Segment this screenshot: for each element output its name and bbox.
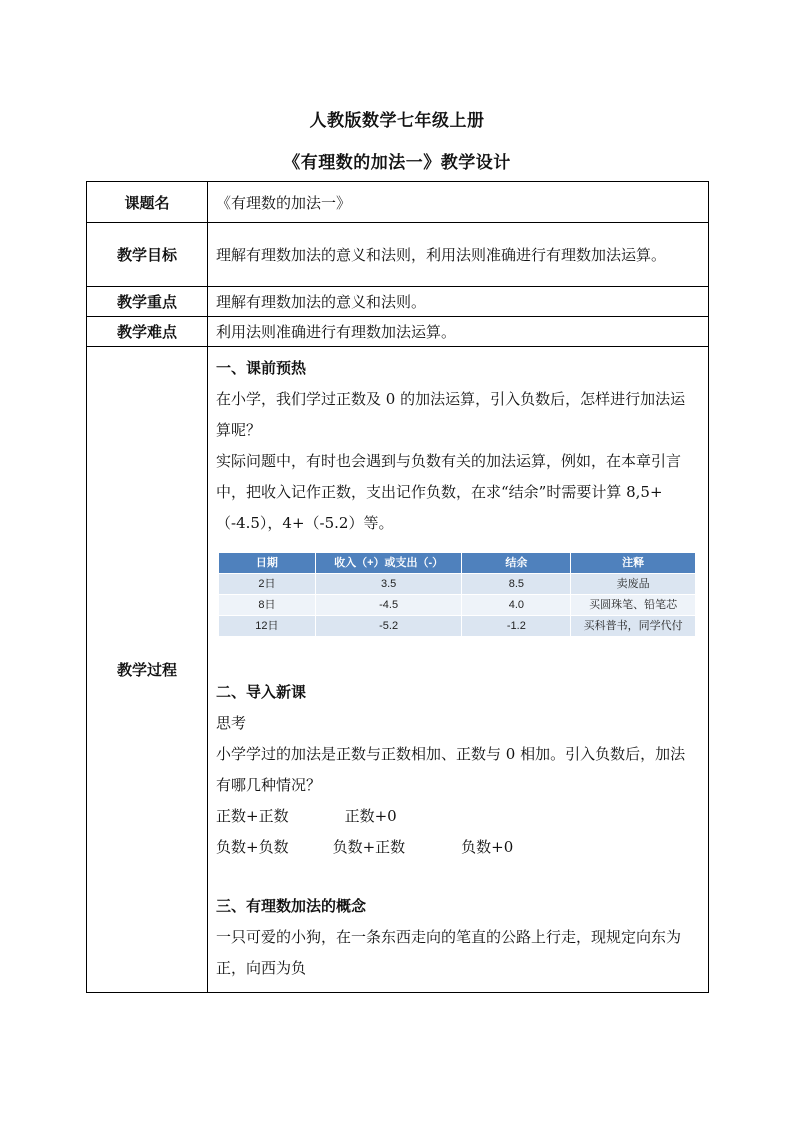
label-difficulty: 教学难点 bbox=[87, 317, 208, 347]
ledger-cell: -4.5 bbox=[315, 595, 462, 616]
ledger-cell: 4.0 bbox=[462, 595, 571, 616]
concept-paragraph: 一只可爱的小狗，在一条东西走向的笔直的公路上行走，现规定向东为正，向西为负 bbox=[216, 928, 682, 977]
case-neg-zero: 负数+0 bbox=[461, 838, 514, 856]
row-topic bbox=[87, 182, 709, 223]
case-pos-zero: 正数+0 bbox=[344, 807, 397, 825]
document-title: 人教版数学七年级上册 bbox=[309, 111, 485, 131]
value-difficulty: 利用法则准确进行有理数加法运算。 bbox=[208, 317, 709, 347]
value-topic: 《有理数的加法一》 bbox=[208, 182, 709, 223]
label-topic: 课题名 bbox=[87, 182, 208, 223]
warmup-paragraph-1: 在小学，我们学过正数及 0 的加法运算，引入负数后，怎样进行加法运算呢？ bbox=[216, 390, 686, 439]
label-process: 教学过程 bbox=[87, 347, 208, 993]
warmup-paragraph-2: 实际问题中，有时也会遇到与负数有关的加法运算，例如，在本章引言中，把收入记作正数，支出记作负数，在求“结余”时需要计算 8,5+（-4.5），4+（-5.2）等。 bbox=[216, 452, 682, 532]
think-label: 思考 bbox=[216, 714, 247, 732]
section-warmup-heading: 一、课前预热 bbox=[216, 359, 307, 377]
case-neg-pos: 负数+正数 bbox=[332, 838, 406, 856]
ledger-header-date: 日期 bbox=[219, 553, 316, 574]
spacer bbox=[216, 863, 700, 891]
ledger-cell: 8.5 bbox=[462, 574, 571, 595]
ledger-cell: 8日 bbox=[219, 595, 316, 616]
row-process bbox=[87, 347, 709, 993]
label-key: 教学重点 bbox=[87, 287, 208, 317]
cases-line-2 bbox=[216, 832, 700, 863]
ledger-header-balance: 结余 bbox=[462, 553, 571, 574]
spacer bbox=[216, 649, 700, 677]
row-difficulty bbox=[87, 317, 709, 347]
process-content bbox=[208, 347, 709, 993]
label-goal: 教学目标 bbox=[87, 223, 208, 287]
lesson-plan-table bbox=[86, 181, 709, 993]
row-goal bbox=[87, 223, 709, 287]
ledger-cell: 买科普书，同学代付 bbox=[571, 616, 696, 637]
ledger-cell: 3.5 bbox=[315, 574, 462, 595]
ledger-row bbox=[219, 595, 696, 616]
case-pos-pos: 正数+正数 bbox=[216, 807, 289, 825]
section-concept-heading: 三、有理数加法的概念 bbox=[216, 897, 367, 915]
intro-paragraph: 小学学过的加法是正数与正数相加、正数与 0 相加。引入负数后，加法有哪几种情况？ bbox=[216, 745, 686, 794]
ledger-header-amount: 收入（+）或支出（-） bbox=[315, 553, 462, 574]
ledger-cell: 2日 bbox=[219, 574, 316, 595]
document-subtitle: 《有理数的加法一》教学设计 bbox=[283, 153, 511, 173]
ledger-row bbox=[219, 574, 696, 595]
ledger-header-row bbox=[219, 553, 696, 574]
income-expense-table bbox=[218, 552, 696, 637]
ledger-cell: 卖废品 bbox=[571, 574, 696, 595]
ledger-cell: 12日 bbox=[219, 616, 316, 637]
ledger-cell: 买圆珠笔、铅笔芯 bbox=[571, 595, 696, 616]
ledger-header-note: 注释 bbox=[571, 553, 696, 574]
ledger-cell: -1.2 bbox=[462, 616, 571, 637]
cases-line-1 bbox=[216, 801, 700, 832]
ledger-cell: -5.2 bbox=[315, 616, 462, 637]
row-key bbox=[87, 287, 709, 317]
value-key: 理解有理数加法的意义和法则。 bbox=[208, 287, 709, 317]
section-intro-heading: 二、导入新课 bbox=[216, 683, 307, 701]
value-goal: 理解有理数加法的意义和法则，利用法则准确进行有理数加法运算。 bbox=[208, 223, 709, 287]
case-neg-neg: 负数+负数 bbox=[216, 838, 289, 856]
ledger-row bbox=[219, 616, 696, 637]
